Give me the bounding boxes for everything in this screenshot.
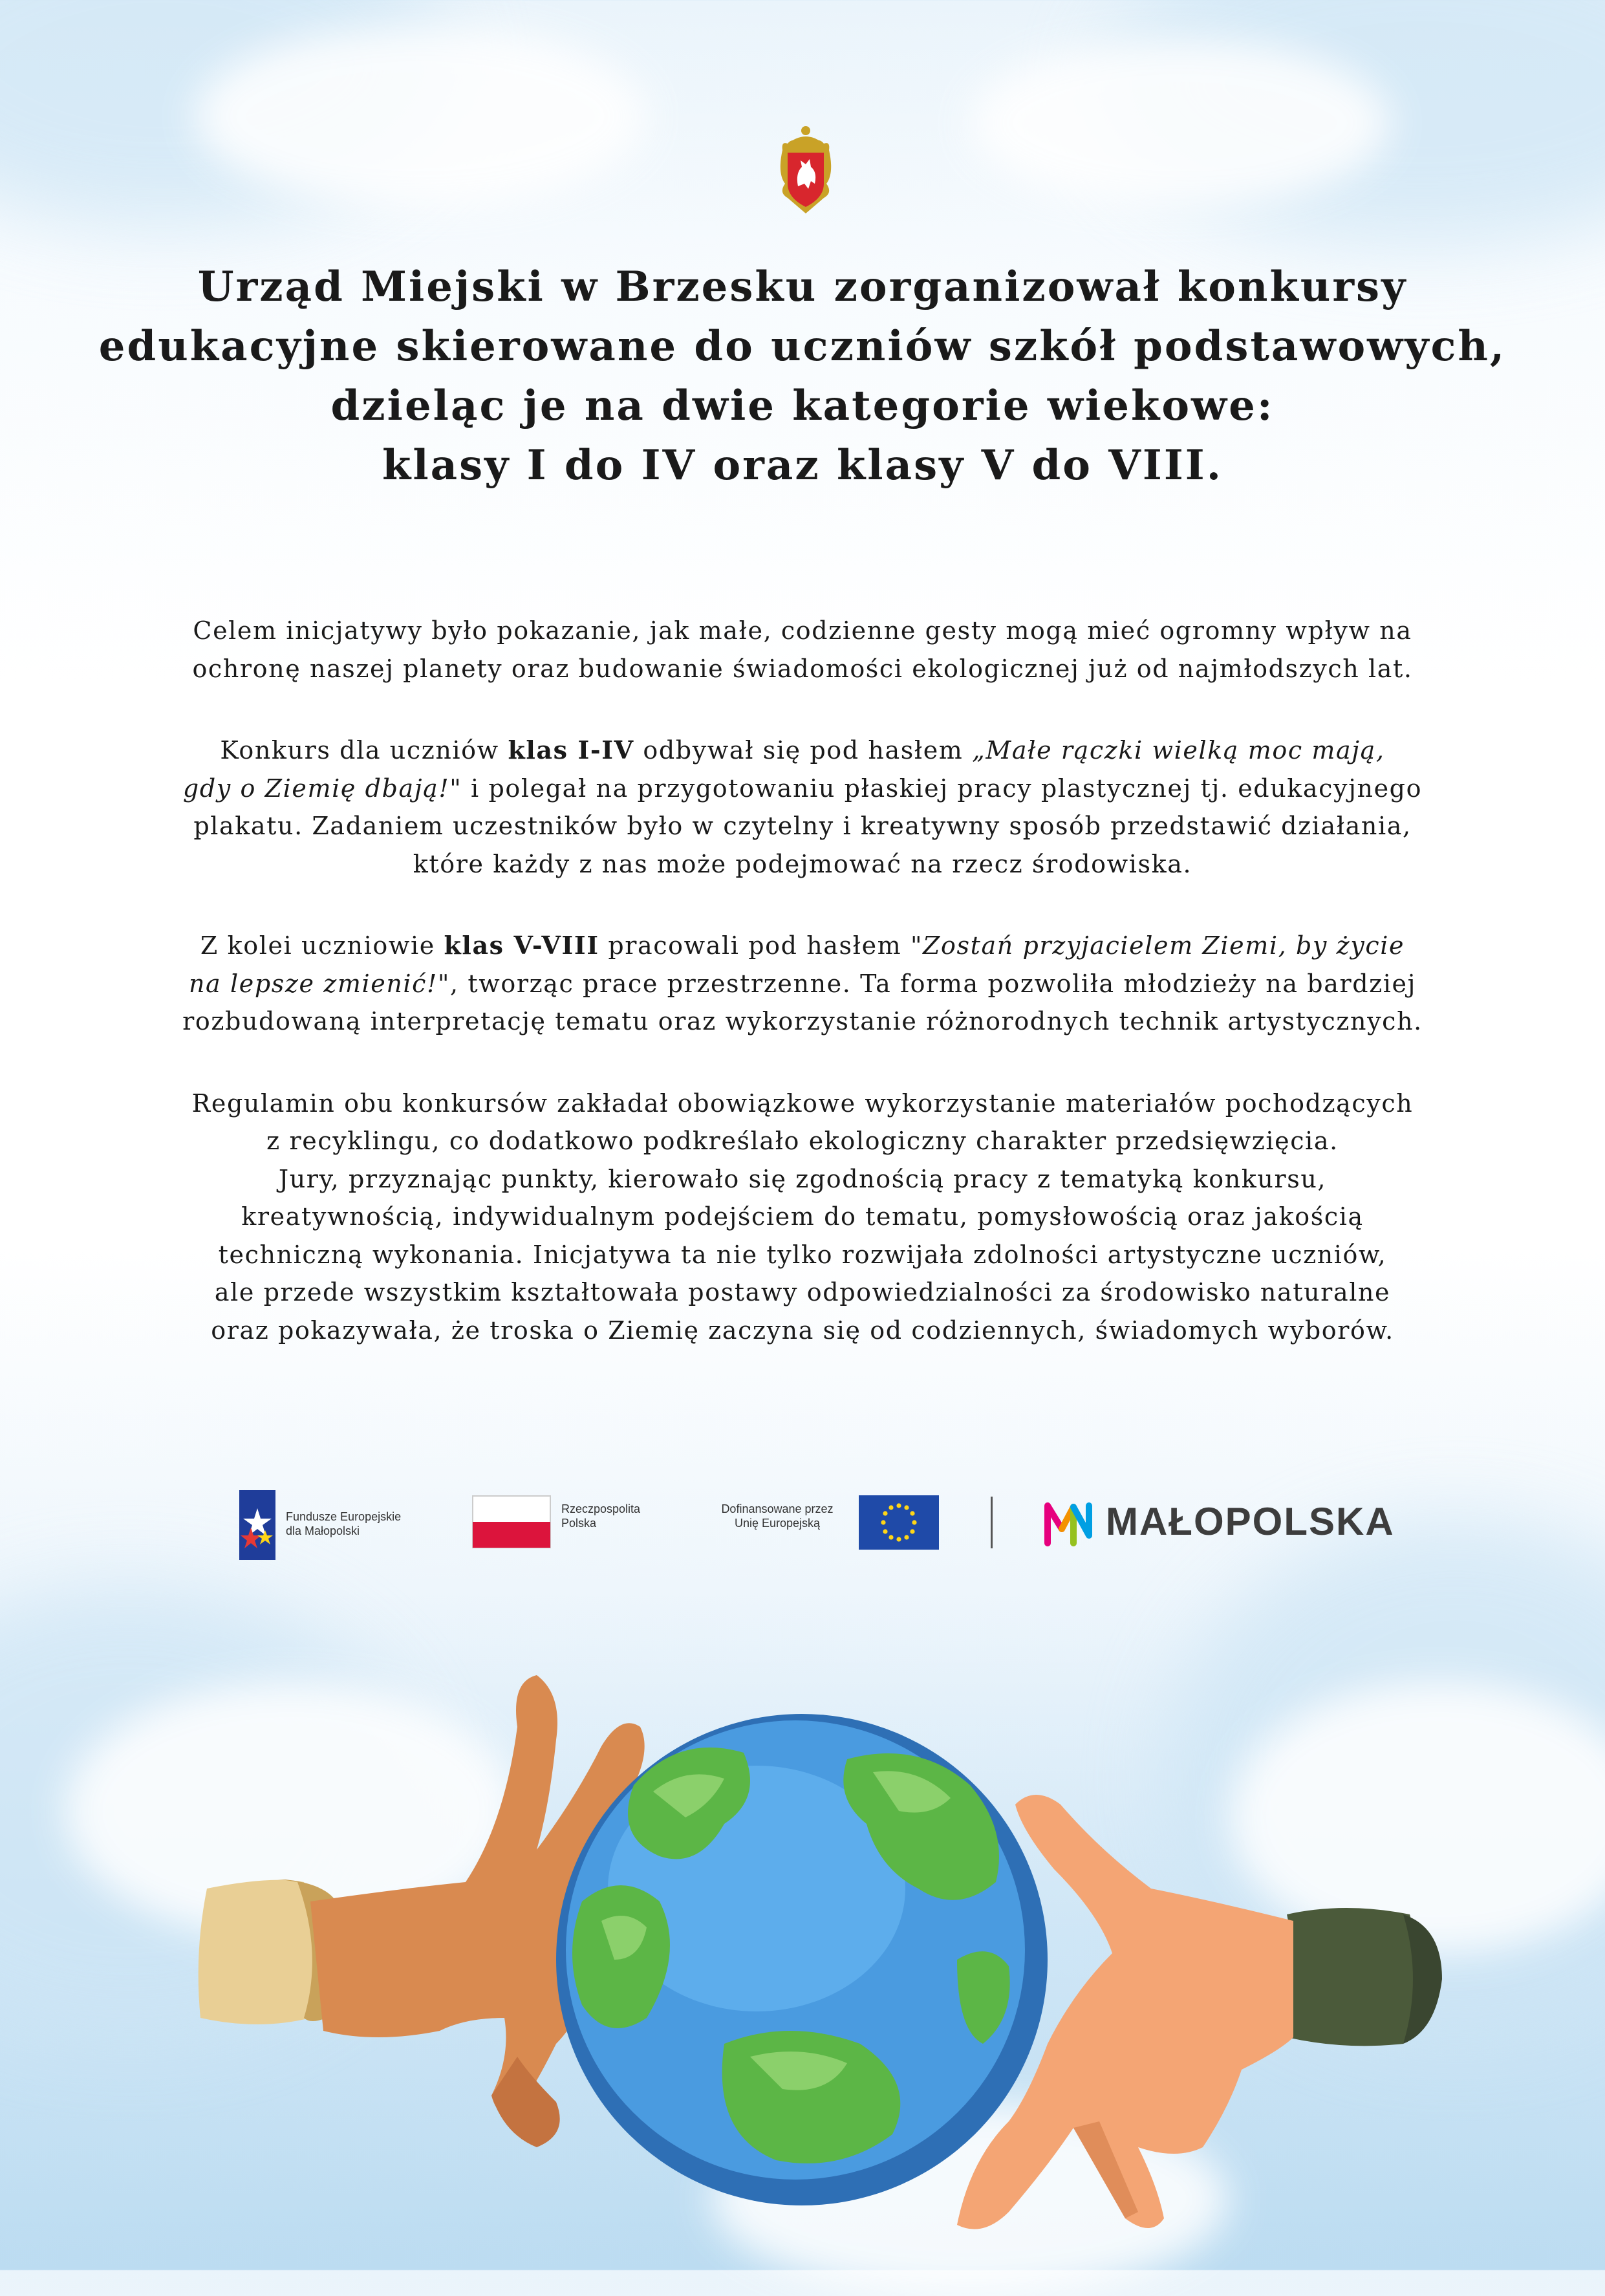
text: odbywał się pod hasłem [634,736,973,764]
text: i polegał na przygotowaniu płaskiej pracy plastycznej tj. edukacyjnego [462,774,1423,803]
paragraph-line: ochronę naszej planety oraz budowanie świadomości ekologicznej już od najmłodszych lat. [192,654,1413,683]
logo-label: dla Małopolski [286,1524,360,1537]
bold-text: klas V-VIII [444,931,599,960]
polish-flag-icon [472,1495,551,1548]
text: Konkurs dla uczniów [220,736,508,764]
paragraph-line: Jury, przyznając punkty, kierowało się zgodnością pracy z tematyką konkursu, [278,1164,1327,1193]
bold-text: klas I-IV [508,735,634,764]
paragraph-line: Regulamin obu konkursów zakładał obowiązkowe wykorzystanie materiałów pochodzących [191,1088,1414,1118]
logo-label: Unię Europejską [734,1517,821,1530]
paragraph-line: Celem inicjatywy było pokazanie, jak małe, codzienne gesty mogą mieć ogromny wpływ na [193,616,1412,645]
malopolska-m-icon [1044,1500,1098,1547]
paragraph-line [97,965,1508,1003]
paragraph-line: kreatywnością, indywidualnym podejściem do tematu, pomysłowością oraz jakością [241,1202,1364,1231]
funding-logos [239,1488,1436,1559]
slogan-text: „Małe rączki wielką moc mają, [972,736,1385,764]
paragraph-line [97,731,1508,770]
paragraph-line: ale przede wszystkim kształtowała postawy odpowiedzialności za środowisko naturalne [214,1278,1391,1306]
paragraph-line: rozbudowaną interpretację tematu oraz wykorzystanie różnorodnych technik artystycznych. [182,1007,1423,1035]
title-line: klasy I do IV oraz klasy V do VIII. [382,441,1223,490]
paragraph-line: techniczną wykonania. Inicjatywa ta nie tylko rozwijała zdolności artystyczne uczniów, [218,1240,1387,1269]
paragraph-line: oraz pokazywała, że troska o Ziemię zaczyna się od codziennych, świadomych wyborów. [211,1316,1394,1345]
title-line: edukacyjne skierowane do uczniów szkół podstawowych, [98,322,1507,371]
paragraph-line: z recyklingu, co dodatkowo podkreślało ekologiczny charakter przedsięwzięcia. [266,1127,1339,1155]
logo-label: Fundusze Europejskie [286,1510,402,1523]
eu-flag-icon [859,1495,939,1550]
title-line: dzieląc je na dwie kategorie wiekowe: [330,382,1275,430]
slogan-text: na lepsze zmienić!" [188,969,451,998]
paragraph-line: plakatu. Zadaniem uczestników było w czytelny i kreatywny sposób przedstawić działania, [193,812,1412,840]
fe-logo-icon [239,1490,278,1561]
slogan-text: gdy o Ziemię dbają!" [182,774,462,803]
logo-label: Rzeczpospolita [561,1502,641,1515]
earth-hands-illustration [0,1656,1605,2270]
slogan-text: "Zostań przyjacielem Ziemi, by życie [910,931,1405,960]
body-text [97,612,1508,1349]
logo-label: Polska [561,1517,597,1530]
city-crest-icon [779,122,833,219]
divider [991,1497,993,1548]
paragraph-line [97,927,1508,965]
text: pracowali pod hasłem [599,931,910,960]
paragraph-line: które każdy z nas może podejmować na rzecz środowiska. [413,849,1192,878]
title-line: Urząd Miejski w Brzesku zorganizował konkursy [197,263,1408,311]
logo-label: Dofinansowane przez [721,1502,834,1515]
paragraph-line [97,770,1508,808]
text: , tworząc prace przestrzenne. Ta forma pozwoliła młodzieży na bardziej [450,969,1416,998]
text: Z kolei uczniowie [200,931,444,960]
page-title [78,257,1527,495]
earth-illustration [556,1714,1048,2205]
malopolska-wordmark: MAŁOPOLSKA [1106,1500,1395,1543]
